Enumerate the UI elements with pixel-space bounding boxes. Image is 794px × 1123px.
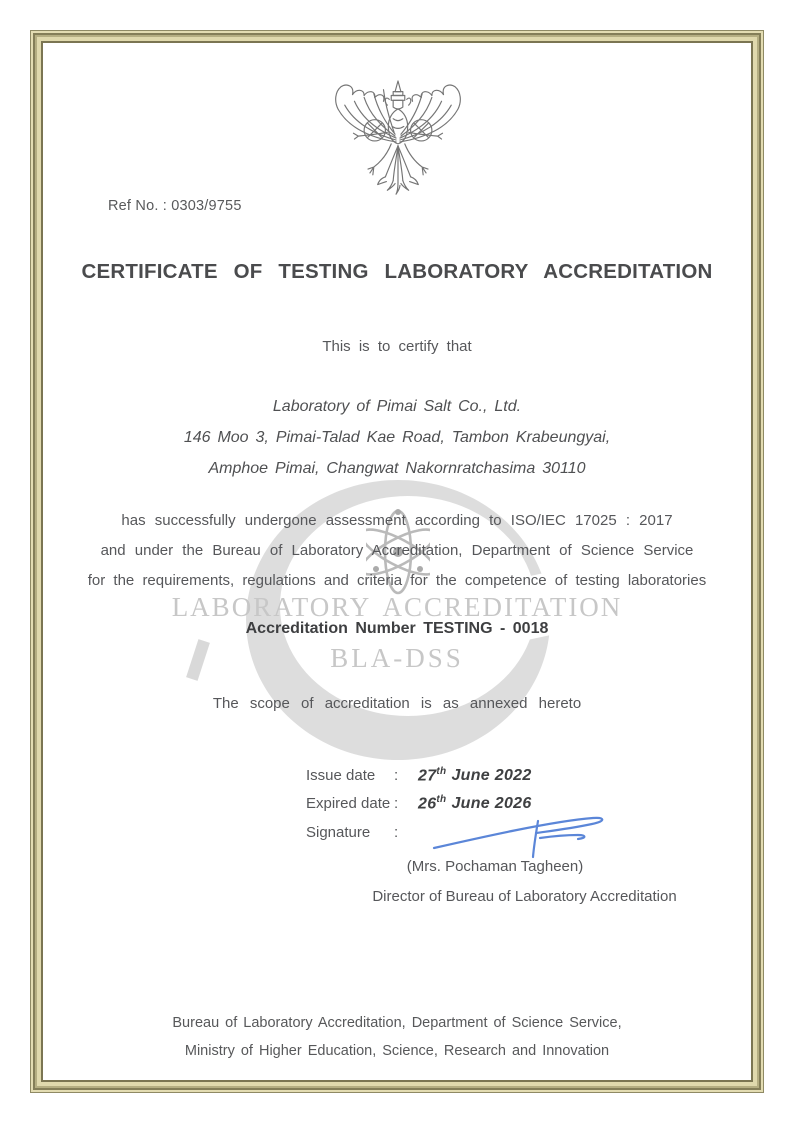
- expired-date-colon: :: [394, 795, 399, 813]
- signature-row: [306, 824, 418, 841]
- body-line1: has successfully undergone assessment according to ISO/IEC 17025 : 2017: [121, 512, 673, 529]
- body-line2: and under the Bureau of Laboratory Accreditation, Department of Science Service: [100, 542, 694, 559]
- signatory-title: Director of Bureau of Laboratory Accreditation: [372, 888, 677, 905]
- scope-line: The scope of accreditation is as annexed hereto: [212, 695, 582, 712]
- accreditation-number-line: Accreditation Number TESTING - 0018: [245, 620, 549, 637]
- issue-date-colon: :: [394, 767, 399, 785]
- issue-ordinal: th: [436, 766, 447, 777]
- expired-date-label: Expired date: [306, 795, 391, 813]
- garuda-emblem: [325, 80, 471, 200]
- footer-line1: Bureau of Laboratory Accreditation, Department of Science Service,: [172, 1015, 622, 1031]
- watermark-text-bottom: BLA-DSS: [330, 643, 464, 673]
- company-address-line2: Amphoe Pimai, Changwat Nakornratchasima 30110: [208, 460, 586, 477]
- signature-label: Signature: [306, 824, 371, 841]
- issue-day: 27: [418, 767, 437, 785]
- issue-date-row: [306, 766, 532, 785]
- company-address-line1: 146 Moo 3, Pimai-Talad Kae Road, Tambon Krabeungyai,: [183, 429, 611, 446]
- ref-number: Ref No. : 0303/9755: [108, 198, 242, 214]
- expired-day: 26: [418, 795, 437, 813]
- expired-month-year: June 2026: [451, 795, 532, 813]
- certificate-title: CERTIFICATE OF TESTING LABORATORY ACCREDITATION: [81, 260, 713, 283]
- issue-date-label: Issue date: [306, 767, 376, 785]
- certify-line: This is to certify that: [322, 338, 472, 355]
- expired-ordinal: th: [436, 794, 447, 805]
- footer-line2: Ministry of Higher Education, Science, Research and Innovation: [184, 1043, 610, 1059]
- issue-date-value: [418, 766, 532, 785]
- body-line3: for the requirements, regulations and criteria for the competence of testing laboratories: [87, 572, 707, 589]
- watermark-text-top: LABORATORY ACCREDITATION: [171, 592, 623, 622]
- signature-colon: :: [394, 824, 399, 841]
- signatory-name: (Mrs. Pochaman Tagheen): [406, 858, 584, 875]
- company-name: Laboratory of Pimai Salt Co., Ltd.: [272, 398, 522, 415]
- handwritten-signature: [428, 808, 614, 860]
- issue-month-year: June 2022: [451, 767, 532, 785]
